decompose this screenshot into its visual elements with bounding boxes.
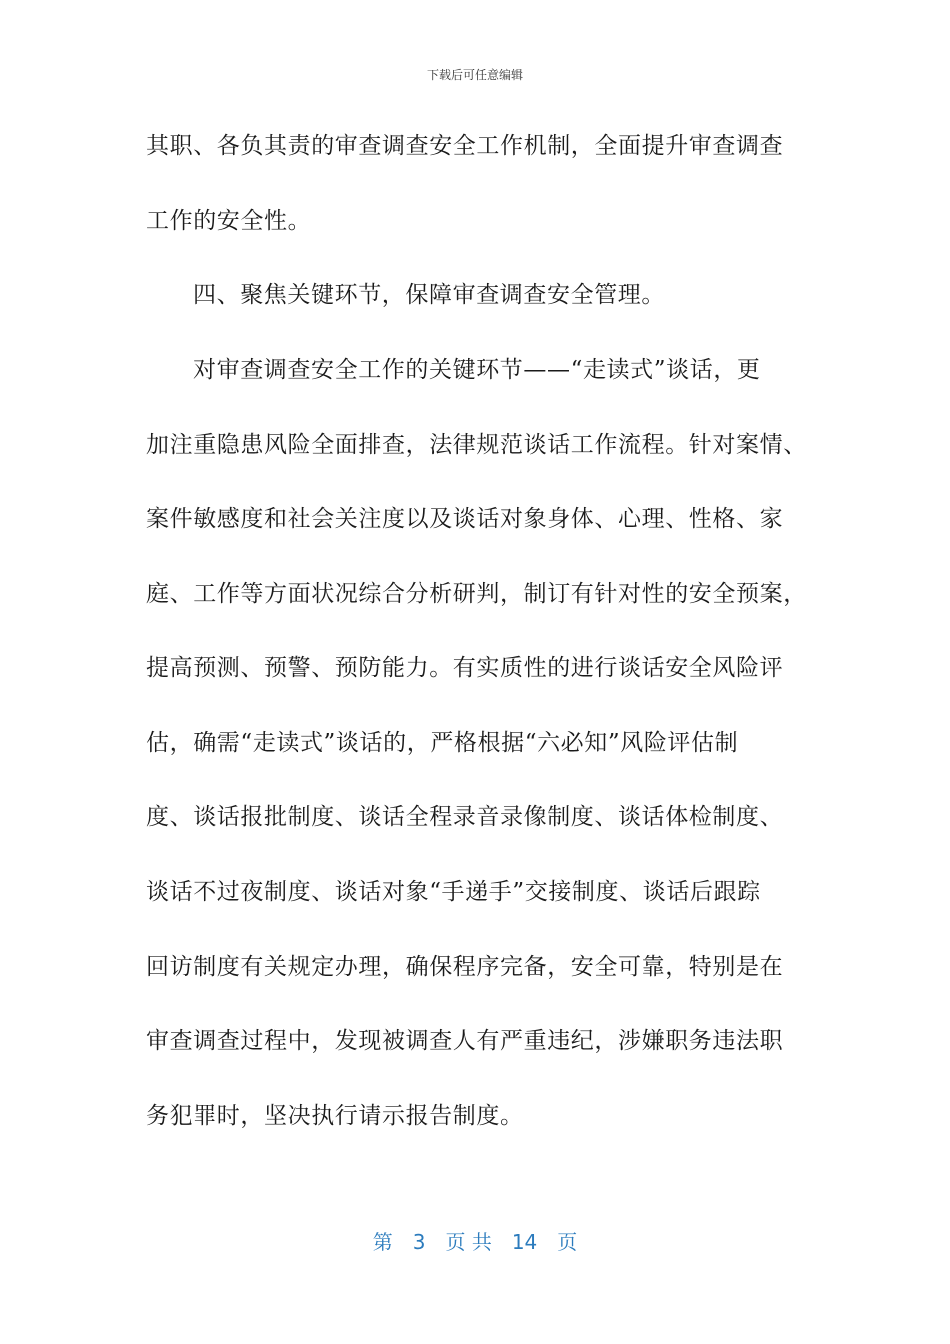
- text-line: 回访制度有关规定办理，确保程序完备，安全可靠，特别是在: [146, 954, 784, 980]
- text-line: 庭、工作等方面状况综合分析研判，制订有针对性的安全预案，: [146, 581, 807, 607]
- text-line: 对审查调查安全工作的关键环节——“走读式”谈话，更: [193, 357, 761, 383]
- text-line: 估，确需“走读式”谈话的，严格根据“六必知”风险评估制: [146, 730, 739, 756]
- text-line: 度、谈话报批制度、谈话全程录音录像制度、谈话体检制度、: [146, 804, 784, 830]
- text-line: 提高预测、预警、预防能力。有实质性的进行谈话安全风险评: [146, 655, 784, 681]
- header-note: 下载后可任意编辑: [426, 68, 523, 82]
- text-line: 谈话不过夜制度、谈话对象“手递手”交接制度、谈话后跟踪: [146, 879, 761, 905]
- text-line: 工作的安全性。: [146, 208, 312, 234]
- text-line: 审查调查过程中，发现被调查人有严重违纪，涉嫌职务违法职: [146, 1028, 784, 1054]
- text-line: 加注重隐患风险全面排查，法律规范谈话工作流程。针对案情、: [146, 432, 807, 458]
- text-line: 务犯罪时，坚决执行请示报告制度。: [146, 1103, 524, 1129]
- text-line: 其职、各负其责的审查调查安全工作机制，全面提升审查调查: [146, 133, 784, 159]
- section-heading: 四、聚焦关键环节，保障审查调查安全管理。: [193, 282, 665, 308]
- page-number: 第 3 页 共 14 页: [372, 1230, 578, 1254]
- text-line: 案件敏感度和社会关注度以及谈话对象身体、心理、性格、家: [146, 506, 784, 532]
